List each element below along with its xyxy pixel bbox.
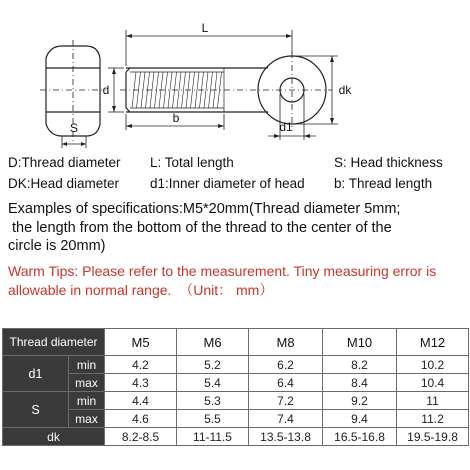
table-row <box>3 392 469 410</box>
table-cell: 16.5-16.8 <box>323 428 397 446</box>
legend-inner-diameter: d1:Inner diameter of head <box>150 176 305 191</box>
label-dk: dk <box>338 83 352 97</box>
row-label-s: S <box>3 392 69 428</box>
example-line-2: the length from the bottom of the thread to the center of the <box>8 219 392 236</box>
legend-head-diameter: DK:Head diameter <box>8 176 120 191</box>
label-d1: d1 <box>279 120 293 134</box>
label-L: L <box>201 21 209 35</box>
table-cell: 9.4 <box>323 410 397 428</box>
table-header-row <box>3 329 469 356</box>
table-row <box>3 428 469 446</box>
table-cell: 7.2 <box>249 392 323 410</box>
legend-head-thickness: S: Head thickness <box>334 155 443 170</box>
table-cell: 10.4 <box>397 374 469 392</box>
eye-bolt-technical-drawing <box>0 0 470 150</box>
table-cell: 6.2 <box>249 356 323 374</box>
table-cell: 4.3 <box>105 374 177 392</box>
table-cell: 4.6 <box>105 410 177 428</box>
dimension-L <box>126 30 292 66</box>
header-m8: M8 <box>249 329 323 356</box>
header-m6: M6 <box>177 329 249 356</box>
specification-table <box>2 328 469 446</box>
table-cell: 4.2 <box>105 356 177 374</box>
row-sublabel-max: max <box>69 410 105 428</box>
table-cell: 10.2 <box>397 356 469 374</box>
legend-thread-length: b: Thread length <box>334 176 433 191</box>
header-m5: M5 <box>105 329 177 356</box>
legend-thread-diameter: D:Thread diameter <box>8 155 121 170</box>
table-cell: 5.2 <box>177 356 249 374</box>
table-cell: 11 <box>397 392 469 410</box>
table-row <box>3 374 469 392</box>
table-cell: 6.4 <box>249 374 323 392</box>
table-cell: 9.2 <box>323 392 397 410</box>
bolt-eye-head <box>120 52 332 128</box>
header-m12: M12 <box>397 329 469 356</box>
table-cell: 4.4 <box>105 392 177 410</box>
tips-line-1: Warm Tips: Please refer to the measurement. Tiny measuring error is <box>8 263 437 279</box>
table-cell: 5.3 <box>177 392 249 410</box>
header-thread-diameter: Thread diameter <box>3 329 105 356</box>
table-row <box>3 410 469 428</box>
row-label-d1: d1 <box>3 356 69 392</box>
label-b: b <box>172 111 180 125</box>
label-S: S <box>69 121 79 135</box>
specification-example <box>8 200 468 256</box>
header-m10: M10 <box>323 329 397 356</box>
row-label-dk: dk <box>3 428 105 446</box>
table-cell: 7.4 <box>249 410 323 428</box>
legend-total-length: L: Total length <box>150 155 234 170</box>
table-cell: 8.4 <box>323 374 397 392</box>
table-cell: 19.5-19.8 <box>397 428 469 446</box>
label-d: d <box>102 83 110 97</box>
row-sublabel-min: min <box>69 392 105 410</box>
row-sublabel-min: min <box>69 356 105 374</box>
table-cell: 5.5 <box>177 410 249 428</box>
example-line-1: Examples of specifications:M5*20mm(Thread diameter 5mm; <box>8 201 401 217</box>
table-row <box>3 356 469 374</box>
table-cell: 11-11.5 <box>177 428 249 446</box>
table-cell: 8.2-8.5 <box>105 428 177 446</box>
table-cell: 11.2 <box>397 410 469 428</box>
row-sublabel-max: max <box>69 374 105 392</box>
table-cell: 5.4 <box>177 374 249 392</box>
table-cell: 8.2 <box>323 356 397 374</box>
tips-line-2: allowable in normal range. （Unit： mm） <box>8 282 274 298</box>
warm-tips <box>8 262 468 300</box>
example-line-3: circle is 20mm) <box>8 238 106 254</box>
table-cell: 13.5-13.8 <box>249 428 323 446</box>
